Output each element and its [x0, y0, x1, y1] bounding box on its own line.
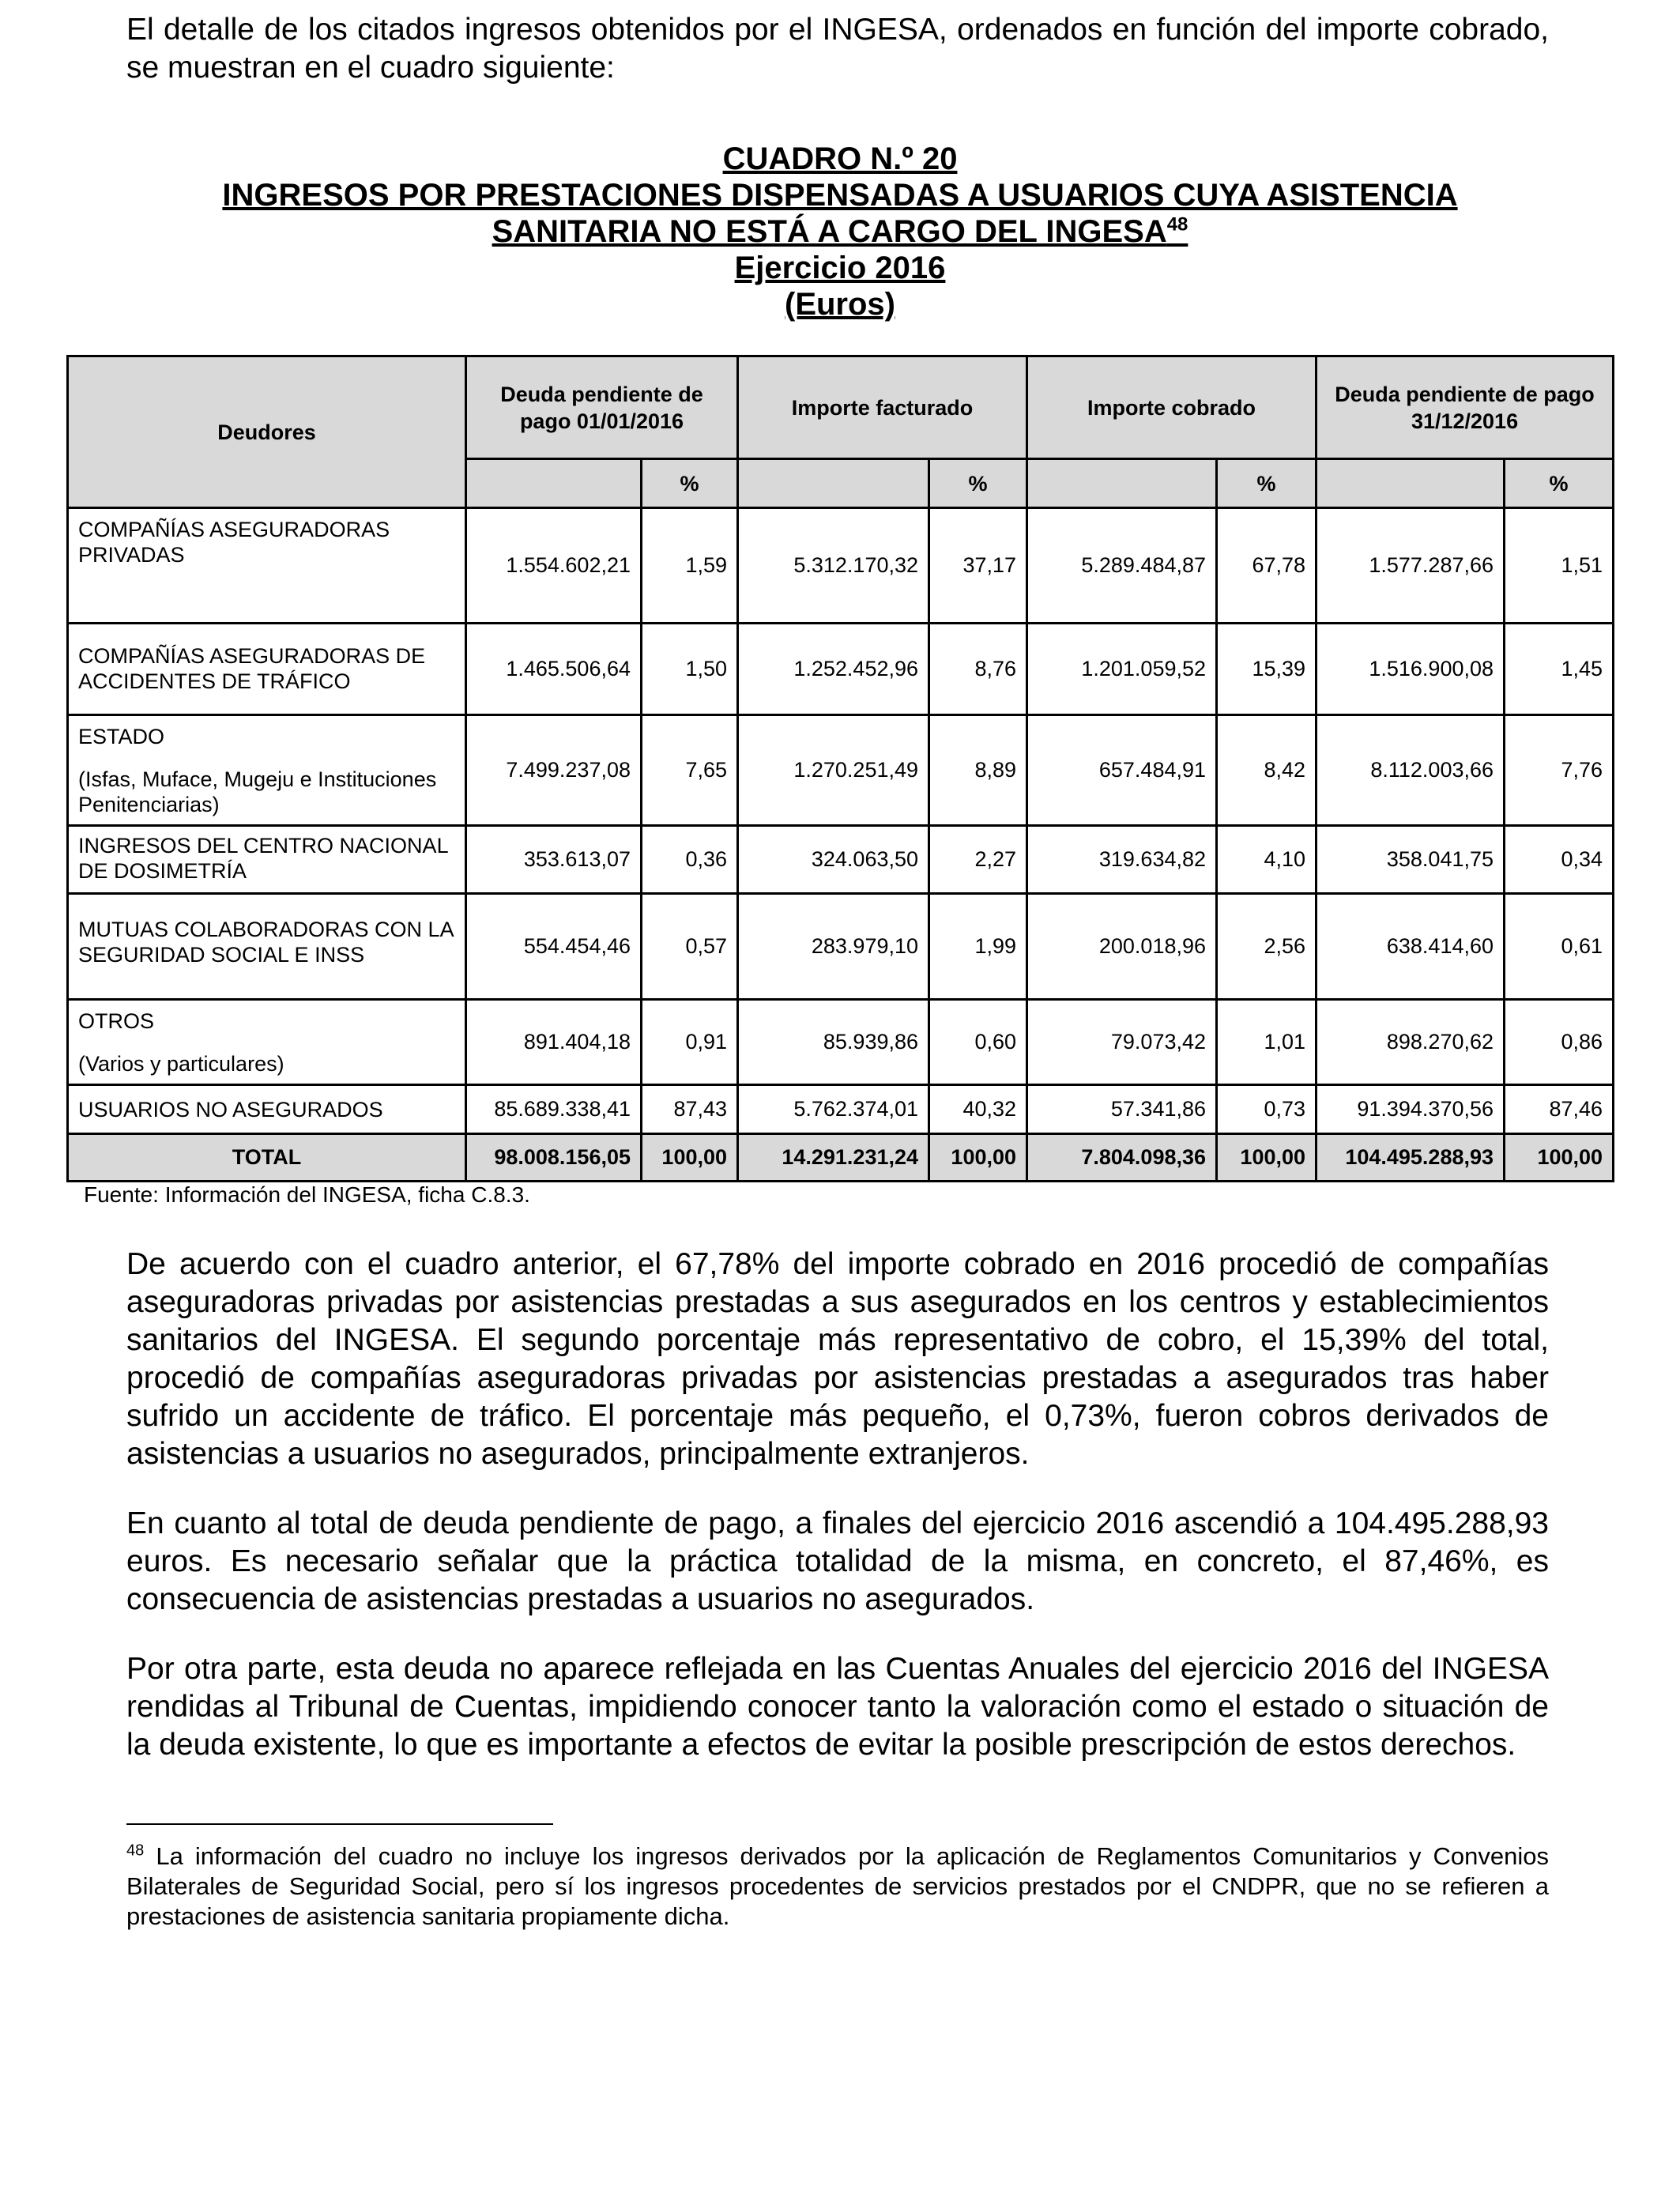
total-deuda-final: 104.495.288,93 — [1317, 1134, 1505, 1182]
cell-deuda-final: 638.414,60 — [1317, 894, 1505, 1000]
row-label: INGRESOS DEL CENTRO NACIONAL DE DOSIMETRÍA — [68, 826, 466, 894]
cell-pct: 7,65 — [642, 715, 738, 826]
cell-pct: 0,61 — [1505, 894, 1614, 1000]
cell-cobrado: 319.634,82 — [1027, 826, 1217, 894]
row-label: MUTUAS COLABORADORAS CON LA SEGURIDAD SOCIAL E INSS — [68, 894, 466, 1000]
row-label: COMPAÑÍAS ASEGURADORAS PRIVADAS — [68, 508, 466, 624]
cell-pct: 1,45 — [1505, 624, 1614, 715]
table-row — [68, 1085, 1614, 1134]
cell-cobrado: 79.073,42 — [1027, 1000, 1217, 1085]
cell-deuda-inicial: 7.499.237,08 — [466, 715, 642, 826]
cell-pct: 0,36 — [642, 826, 738, 894]
header-pct: % — [929, 459, 1027, 508]
cell-pct: 0,34 — [1505, 826, 1614, 894]
income-table — [66, 355, 1614, 1182]
cell-pct: 15,39 — [1217, 624, 1317, 715]
total-deuda-inicial: 98.008.156,05 — [466, 1134, 642, 1182]
table-row — [68, 508, 1614, 624]
title-line-4: Ejercicio 2016 — [734, 251, 946, 285]
header-deudores: Deudores — [68, 356, 466, 508]
total-pct: 100,00 — [1217, 1134, 1317, 1182]
row-label-sub: (Isfas, Muface, Mugeju e Instituciones Penitenciarias) — [78, 767, 437, 816]
cell-deuda-inicial: 1.465.506,64 — [466, 624, 642, 715]
table-source: Fuente: Información del INGESA, ficha C.8.3. — [84, 1182, 530, 1207]
cell-pct: 0,57 — [642, 894, 738, 1000]
header-blank — [1317, 459, 1505, 508]
cell-deuda-inicial: 554.454,46 — [466, 894, 642, 1000]
cell-pct: 0,73 — [1217, 1085, 1317, 1134]
cell-pct: 4,10 — [1217, 826, 1317, 894]
cell-deuda-final: 358.041,75 — [1317, 826, 1505, 894]
cell-facturado: 5.762.374,01 — [738, 1085, 929, 1134]
cell-facturado: 283.979,10 — [738, 894, 929, 1000]
cell-pct: 7,76 — [1505, 715, 1614, 826]
cell-deuda-final: 91.394.370,56 — [1317, 1085, 1505, 1134]
table-row — [68, 624, 1614, 715]
footnote — [126, 1842, 1549, 1932]
table-row — [68, 1000, 1614, 1085]
cell-pct: 1,01 — [1217, 1000, 1317, 1085]
body-paragraph: Por otra parte, esta deuda no aparece reflejada en las Cuentas Anuales del ejercicio 2016 del INGESA rendidas al Tribunal de Cuentas, impidiendo conocer tanto la valoración como el estado o situación de la deuda existente, lo que es importante a efectos de evitar la posible prescripción de estos derechos. — [126, 1652, 1549, 1762]
row-label-main: ESTADO — [78, 725, 165, 748]
table-row — [68, 715, 1614, 826]
cell-pct: 1,99 — [929, 894, 1027, 1000]
cell-deuda-final: 898.270,62 — [1317, 1000, 1505, 1085]
table-title — [0, 141, 1680, 322]
title-line-2: INGRESOS POR PRESTACIONES DISPENSADAS A USUARIOS CUYA ASISTENCIA — [222, 178, 1458, 213]
cell-pct: 0,91 — [642, 1000, 738, 1085]
cell-deuda-inicial: 353.613,07 — [466, 826, 642, 894]
row-label-gap — [78, 1034, 455, 1051]
header-cobrado: Importe cobrado — [1027, 356, 1317, 459]
cell-deuda-inicial: 85.689.338,41 — [466, 1085, 642, 1134]
title-line-3-text: SANITARIA NO ESTÁ A CARGO DEL INGESA — [492, 214, 1167, 249]
title-line-1: CUADRO N.º 20 — [722, 141, 958, 176]
total-label: TOTAL — [68, 1134, 466, 1182]
cell-cobrado: 200.018,96 — [1027, 894, 1217, 1000]
cell-cobrado: 657.484,91 — [1027, 715, 1217, 826]
total-row — [68, 1134, 1614, 1182]
cell-pct: 2,27 — [929, 826, 1027, 894]
cell-pct: 8,89 — [929, 715, 1027, 826]
cell-cobrado: 57.341,86 — [1027, 1085, 1217, 1134]
cell-pct: 1,59 — [642, 508, 738, 624]
cell-pct: 0,86 — [1505, 1000, 1614, 1085]
table-row — [68, 826, 1614, 894]
title-line-3 — [0, 213, 1680, 250]
cell-pct: 87,46 — [1505, 1085, 1614, 1134]
cell-deuda-final: 1.516.900,08 — [1317, 624, 1505, 715]
cell-pct: 2,56 — [1217, 894, 1317, 1000]
body-paragraph: De acuerdo con el cuadro anterior, el 67,78% del importe cobrado en 2016 procedió de compañías aseguradoras privadas por asistencias prestadas a sus asegurados en los centros y establecimientos sanitarios del INGESA. El segundo porcentaje más representativo de cobro, el 15,39% del total, procedió de compañías aseguradoras privadas por asistencias prestadas a asegurados tras haber sufrido un accidente de tráfico. El porcentaje más pequeño, el 0,73%, fueron cobros derivados de asistencias a usuarios no asegurados, principalmente extranjeros. — [126, 1247, 1549, 1471]
total-pct: 100,00 — [1505, 1134, 1614, 1182]
body-paragraph: En cuanto al total de deuda pendiente de pago, a finales del ejercicio 2016 ascendió a 104.495.288,93 euros. Es necesario señalar que la práctica totalidad de la misma, en concreto, el 87,46%, es consecuencia de asistencias prestadas a usuarios no asegurados. — [126, 1506, 1549, 1616]
row-label-main: OTROS — [78, 1009, 155, 1033]
intro-paragraph: El detalle de los citados ingresos obtenidos por el INGESA, ordenados en función del importe cobrado, se muestran en el cuadro siguiente: — [126, 13, 1549, 85]
cell-deuda-inicial: 1.554.602,21 — [466, 508, 642, 624]
header-blank — [1027, 459, 1217, 508]
cell-pct: 1,50 — [642, 624, 738, 715]
total-pct: 100,00 — [929, 1134, 1027, 1182]
cell-facturado: 1.270.251,49 — [738, 715, 929, 826]
total-facturado: 14.291.231,24 — [738, 1134, 929, 1182]
title-footnote-ref: 48 — [1166, 213, 1188, 236]
total-pct: 100,00 — [642, 1134, 738, 1182]
cell-pct: 40,32 — [929, 1085, 1027, 1134]
cell-deuda-inicial: 891.404,18 — [466, 1000, 642, 1085]
cell-pct: 1,51 — [1505, 508, 1614, 624]
cell-pct: 67,78 — [1217, 508, 1317, 624]
footnote-number: 48 — [126, 1842, 145, 1860]
cell-facturado: 324.063,50 — [738, 826, 929, 894]
cell-pct: 8,76 — [929, 624, 1027, 715]
cell-cobrado: 5.289.484,87 — [1027, 508, 1217, 624]
cell-pct: 87,43 — [642, 1085, 738, 1134]
cell-deuda-final: 8.112.003,66 — [1317, 715, 1505, 826]
cell-cobrado: 1.201.059,52 — [1027, 624, 1217, 715]
cell-pct: 0,60 — [929, 1000, 1027, 1085]
row-label-sub: (Varios y particulares) — [78, 1052, 284, 1076]
header-blank — [466, 459, 642, 508]
cell-facturado: 5.312.170,32 — [738, 508, 929, 624]
total-cobrado: 7.804.098,36 — [1027, 1134, 1217, 1182]
header-pct: % — [1505, 459, 1614, 508]
cell-deuda-final: 1.577.287,66 — [1317, 508, 1505, 624]
header-pct: % — [1217, 459, 1317, 508]
header-blank — [738, 459, 929, 508]
header-pct: % — [642, 459, 738, 508]
row-label: USUARIOS NO ASEGURADOS — [68, 1085, 466, 1134]
footnote-text: La información del cuadro no incluye los ingresos derivados por la aplicación de Reglamentos Comunitarios y Convenios Bilaterales de Seguridad Social, pero sí los ingresos procedentes de servicios prestados por el CNDPR, que no se refieren a prestaciones de asistencia sanitaria propiamente dicha. — [126, 1842, 1549, 1930]
cell-pct: 37,17 — [929, 508, 1027, 624]
cell-pct: 8,42 — [1217, 715, 1317, 826]
cell-facturado: 85.939,86 — [738, 1000, 929, 1085]
row-label-gap — [78, 749, 455, 767]
row-label: COMPAÑÍAS ASEGURADORAS DE ACCIDENTES DE TRÁFICO — [68, 624, 466, 715]
title-line-5: (Euros) — [785, 287, 895, 322]
header-deuda-inicial: Deuda pendiente de pago 01/01/2016 — [466, 356, 738, 459]
row-label — [68, 715, 466, 826]
header-deuda-final: Deuda pendiente de pago 31/12/2016 — [1317, 356, 1614, 459]
table-row — [68, 894, 1614, 1000]
header-facturado: Importe facturado — [738, 356, 1027, 459]
row-label — [68, 1000, 466, 1085]
cell-facturado: 1.252.452,96 — [738, 624, 929, 715]
footnote-divider — [126, 1823, 553, 1825]
